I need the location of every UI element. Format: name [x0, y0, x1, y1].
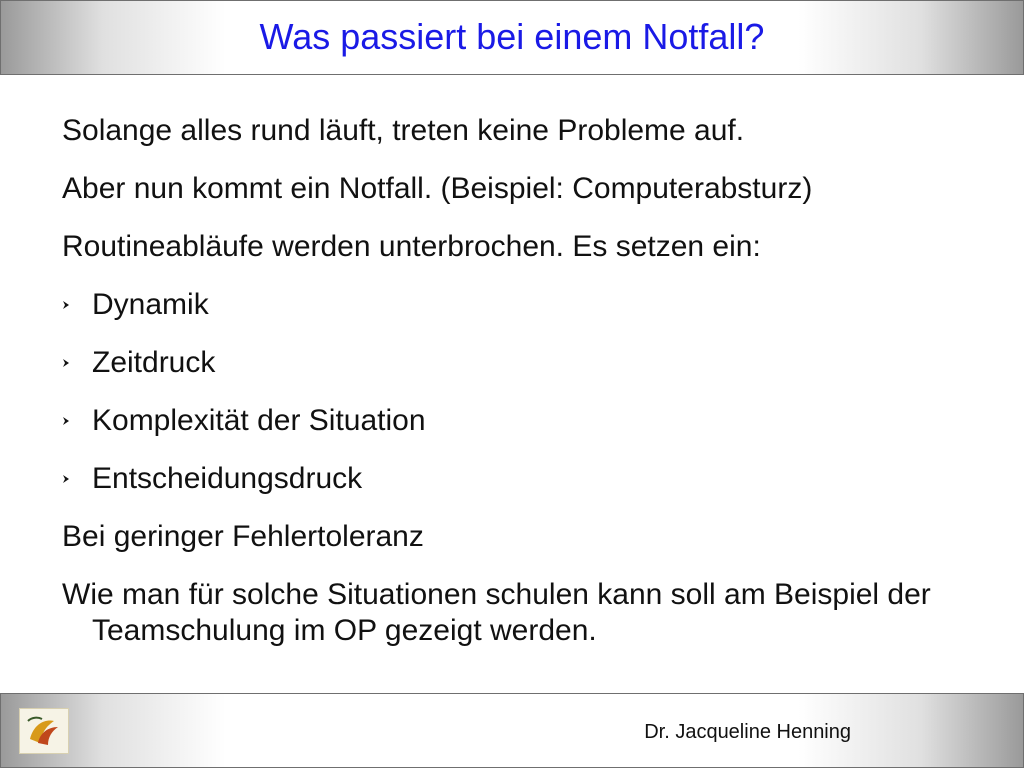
bullet-text: Zeitdruck	[92, 346, 216, 379]
chevron-right-icon	[62, 300, 72, 310]
bullet-item	[62, 345, 982, 403]
bullet-item	[62, 461, 982, 519]
bullet-item	[62, 403, 982, 461]
logo-icon	[19, 708, 69, 754]
chevron-right-icon	[62, 416, 72, 426]
bullet-item	[62, 287, 982, 345]
content-line: Aber nun kommt ein Notfall. (Beispiel: Computerabsturz)	[62, 172, 813, 205]
slide-content	[62, 113, 982, 649]
author-name: Dr. Jacqueline Henning	[644, 721, 851, 743]
bullet-text: Entscheidungsdruck	[92, 462, 363, 495]
slide-title: Was passiert bei einem Notfall?	[259, 16, 765, 57]
content-line: Solange alles rund läuft, treten keine Probleme auf.	[62, 114, 745, 147]
chevron-right-icon	[62, 358, 72, 368]
bullet-text: Komplexität der Situation	[92, 404, 426, 437]
bullet-text: Dynamik	[92, 288, 209, 321]
chevron-right-icon	[62, 474, 72, 484]
slide-header	[0, 0, 1024, 75]
content-line: Bei geringer Fehlertoleranz	[62, 520, 424, 553]
content-line: Routineabläufe werden unterbrochen. Es setzen ein:	[62, 230, 761, 263]
slide-footer	[0, 693, 1024, 768]
content-paragraph: Wie man für solche Situationen schulen kann soll am Beispiel der Teamschulung im OP gezeigt werden.	[62, 578, 931, 647]
